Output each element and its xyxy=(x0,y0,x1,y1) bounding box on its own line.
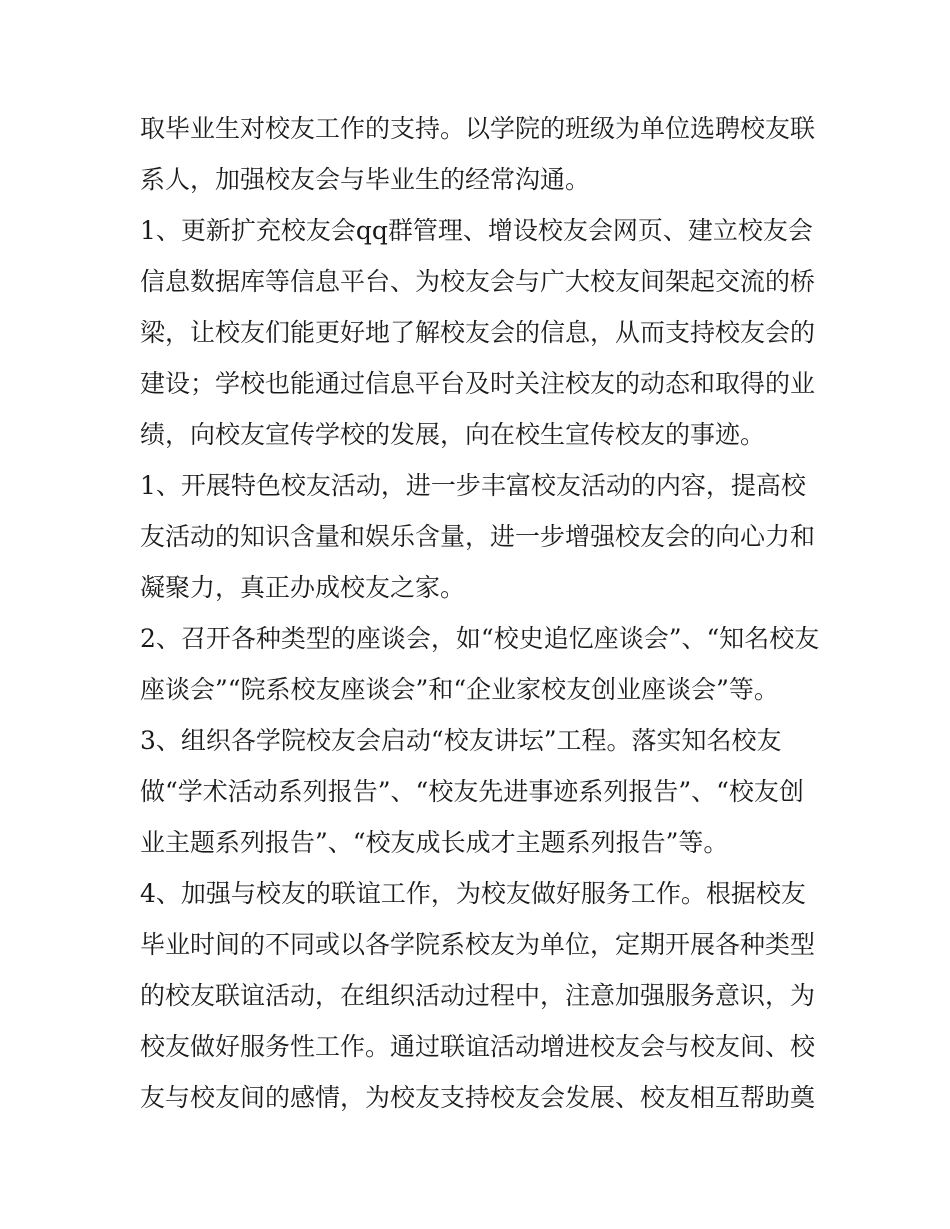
text-line: 业主题系列报告”、“校友成长成才主题系列报告”等。 xyxy=(140,828,729,857)
text-line: 2、召开各种类型的座谈会，如“校史追忆座谈会”、“知名校友 xyxy=(140,624,820,653)
text-line: 友与校友间的感情，为校友支持校友会发展、校友相互帮助奠 xyxy=(140,1083,816,1112)
text-line: 4、加强与校友的联谊工作，为校友做好服务工作。根据校友 xyxy=(140,879,806,908)
text-line: 凝聚力，真正办成校友之家。 xyxy=(140,573,466,602)
text-line: 1、更新扩充校友会qq群管理、增设校友会网页、建立校友会 xyxy=(140,216,813,245)
text-line: 取毕业生对校友工作的支持。以学院的班级为单位选聘校友联 xyxy=(140,114,816,143)
text-line: 梁，让校友们能更好地了解校友会的信息，从而支持校友会的 xyxy=(140,318,816,347)
text-line: 1、开展特色校友活动，进一步丰富校友活动的内容，提高校 xyxy=(140,471,806,500)
text-line: 绩，向校友宣传学校的发展，向在校生宣传校友的事迹。 xyxy=(140,420,766,449)
text-line: 毕业时间的不同或以各学院系校友为单位，定期开展各种类型 xyxy=(140,930,816,959)
text-line: 的校友联谊活动，在组织活动过程中，注意加强服务意识，为 xyxy=(140,981,816,1010)
text-line: 友活动的知识含量和娱乐含量，进一步增强校友会的向心力和 xyxy=(140,522,816,551)
text-line: 信息数据库等信息平台、为校友会与广大校友间架起交流的桥 xyxy=(140,267,816,296)
text-line: 3、组织各学院校友会启动“校友讲坛”工程。落实知名校友 xyxy=(140,726,782,755)
text-line: 座谈会”“院系校友座谈会”和“企业家校友创业座谈会”等。 xyxy=(140,675,779,704)
text-line: 做“学术活动系列报告”、“校友先进事迹系列报告”、“校友创 xyxy=(140,777,804,806)
text-line: 系人，加强校友会与毕业生的经常沟通。 xyxy=(140,165,591,194)
text-line: 校友做好服务性工作。通过联谊活动增进校友会与校友间、校 xyxy=(140,1032,816,1061)
text-line: 建设；学校也能通过信息平台及时关注校友的动态和取得的业 xyxy=(140,369,816,398)
